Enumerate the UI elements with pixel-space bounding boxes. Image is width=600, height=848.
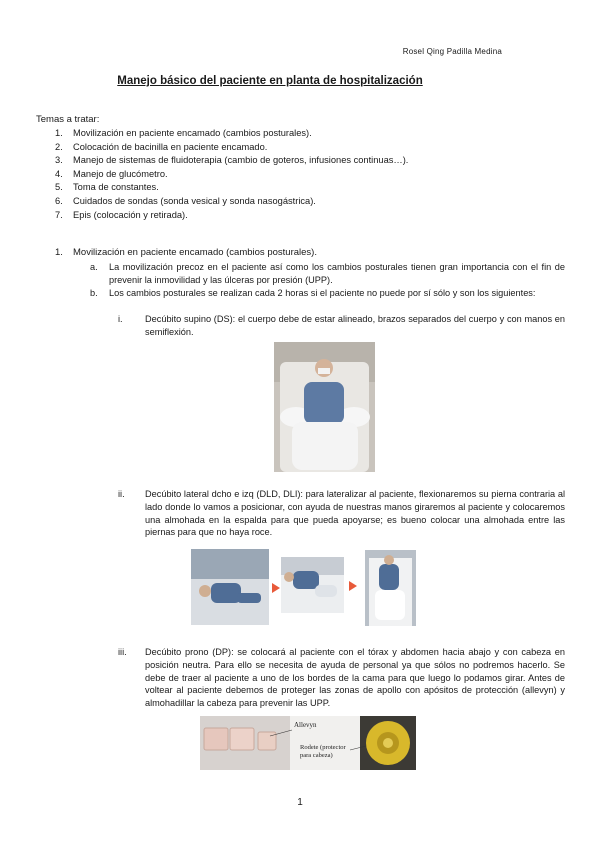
arrow-right-icon — [349, 581, 357, 591]
section-number: 1. — [55, 247, 63, 258]
topic-item: 3. Manejo de sistemas de fluidoterapia (cambio de goteros, infusiones continuas…). — [55, 155, 409, 166]
topic-item: 6. Cuidados de sondas (sonda vesical y sonda nasogástrica). — [55, 195, 316, 206]
topic-item: 7. Epis (colocación y retirada). — [55, 209, 188, 220]
topic-item: 1. Movilización en paciente encamado (cambios posturales). — [55, 128, 312, 138]
supine-position-photo — [274, 342, 375, 472]
topic-item: 4. Manejo de glucómetro. — [55, 168, 168, 179]
author-name: Rosel Qing Padilla Medina — [402, 47, 502, 56]
paragraph-iii: iii. Decúbito prono (DP): se colocará al paciente con el tórax y abdomen hacia abajo y con cabeza en posición neutra. Para ello se necesita de ayuda de personal ya que sólos no podremos hacerlo. Se debe de traer al paciente a uno de los bordes de la cama para que luego lo podamos girar. Antes de voltear al paciente debemos de proteger las zonas de apollo con apósitos de protección (allevyn) y almohadillar la cabeza para prevenir las UPP. — [118, 647, 565, 709]
page-number: 1 — [297, 797, 303, 808]
topic-item: 2. Colocación de bacinilla en paciente encamado. — [55, 141, 268, 152]
section-title: Movilización en paciente encamado (cambios posturales). — [73, 247, 317, 258]
topics-list — [55, 127, 408, 222]
document-title: Manejo básico del paciente en planta de hospitalización — [117, 75, 423, 87]
lateral-step1-photo — [191, 549, 269, 625]
allevyn-label: Allevyn — [294, 721, 317, 729]
lateral-step3-photo — [365, 550, 416, 626]
rodete-label: Rodete (protector para cabeza) — [300, 744, 346, 759]
arrow-right-icon — [272, 583, 280, 593]
paragraph-i: i. Decúbito supino (DS): el cuerpo debe de estar alineado, brazos separados del cuerpo y con manos en semiflexión. — [118, 314, 565, 337]
topics-heading: Temas a tratar: — [36, 114, 100, 125]
paragraph-ii: ii. Decúbito lateral dcho e izq (DLD, DLI): para lateralizar al paciente, flexionaremos su pierna contraria al lado donde lo vamos a posicionar, con ayuda de nuestras manos giraremos al paciente y colocaremos una almohada en la espalda para que pueda apoyarse; es bueno colocar una almohada entre las piernas para que no haya roce. — [118, 489, 565, 538]
topic-item: 5. Toma de constantes. — [55, 182, 159, 193]
paragraph-b: b. Los cambios posturales se realizan cada 2 horas si el paciente no puede por sí sólo y son los siguientes: — [90, 288, 536, 298]
lateral-step2-photo — [281, 557, 344, 613]
paragraph-a: a. La movilización precoz en el paciente así como los cambios posturales tienen gran importancia con el fin de prevenir la inmovilidad y las úlceras por presión (UPP). — [90, 262, 565, 285]
protection-dressings-photo — [200, 716, 416, 770]
